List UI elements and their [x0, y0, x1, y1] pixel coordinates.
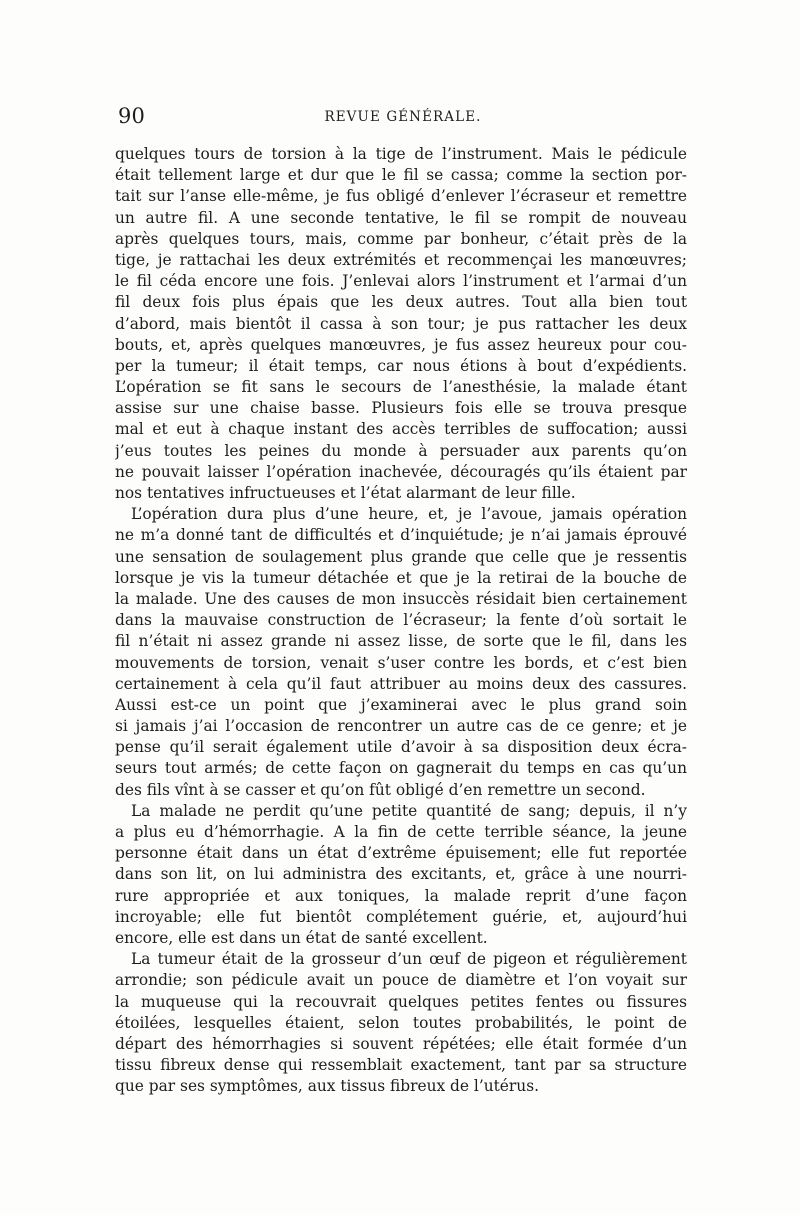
paragraph-last-line: que par ses symptômes, aux tissus fibreux de l’utérus. — [115, 1077, 539, 1096]
text-line: le fil céda encore une fois. J’enlevai alors l’instrument et l’armai d’un — [115, 272, 687, 291]
text-line: quelques tours de torsion à la tige de l’instrument. Mais le pédicule — [115, 145, 687, 163]
page-number: 90 — [118, 104, 146, 128]
text-line: si jamais j’ai l’occasion de rencontrer un autre cas de ce genre; et je — [115, 717, 687, 736]
text-line: était tellement large et dur que le fil se cassa; comme la section por- — [115, 166, 687, 185]
paragraph-first-line: L’opération dura plus d’une heure, et, je l’avoue, jamais opération — [131, 505, 687, 524]
text-line: dans la mauvaise construction de l’écraseur; la fente d’où sortait le — [115, 611, 687, 630]
text-line: bouts, et, après quelques manœuvres, je fus assez heureux pour cou- — [115, 335, 687, 354]
text-line: après quelques tours, mais, comme par bonheur, c’était près de la — [115, 229, 687, 248]
text-line: tige, je rattachai les deux extrémités et recommençai les manœuvres; — [115, 250, 687, 269]
text-line: rure appropriée et aux toniques, la malade reprit d’une façon — [115, 886, 687, 905]
text-line: incroyable; elle fut bientôt complétement guérie, et, aujourd’hui — [115, 907, 687, 926]
text-line: a plus eu d’hémorrhagie. A la fin de cette terrible séance, la jeune — [115, 823, 687, 841]
text-line: mal et eut à chaque instant des accès terribles de suffocation; aussi — [115, 420, 687, 439]
text-line: d’abord, mais bientôt il cassa à son tour; je pus rattacher les deux — [115, 314, 687, 333]
text-line: fil n’était ni assez grande ni assez lisse, de sorte que le fil, dans les — [115, 632, 687, 651]
paragraph-first-line: La tumeur était de la grosseur d’un œuf de pigeon et régulièrement — [131, 950, 687, 969]
text-line: un autre fil. A une seconde tentative, le fil se rompit de nouveau — [115, 208, 687, 227]
text-line: ne pouvait laisser l’opération inachevée, découragés qu’ils étaient par — [115, 462, 687, 481]
text-line: arrondie; son pédicule avait un pouce de diamètre et l’on voyait sur — [115, 971, 687, 990]
text-line: ne m’a donné tant de difficultés et d’inquiétude; je n’ai jamais éprouvé — [115, 526, 687, 545]
text-line: assise sur une chaise basse. Plusieurs fois elle se trouva presque — [115, 399, 687, 418]
text-line: Aussi est-ce un point que j’examinerai avec le plus grand soin — [115, 695, 687, 714]
paragraph-last-line: encore, elle est dans un état de santé excellent. — [115, 928, 488, 947]
text-line: lorsque je vis la tumeur détachée et que je la retirai de la bouche de — [115, 568, 687, 587]
text-line: per la tumeur; il était temps, car nous étions à bout d’expédients. — [115, 356, 687, 375]
paragraph-first-line: La malade ne perdit qu’une petite quantité de sang; depuis, il n’y — [131, 801, 687, 820]
body-text — [115, 144, 687, 1097]
text-line: une sensation de soulagement plus grande que celle que je ressentis — [115, 547, 687, 566]
text-line: tait sur l’anse elle-même, je fus obligé d’enlever l’écraseur et remettre — [115, 187, 687, 206]
text-line: L’opération se fit sans le secours de l’anesthésie, la malade étant — [115, 378, 687, 397]
text-line: mouvements de torsion, venait s’user contre les bords, et c’est bien — [115, 653, 687, 672]
text-line: tissu fibreux dense qui ressemblait exactement, tant par sa structure — [115, 1056, 687, 1075]
running-head: REVUE GÉNÉRALE. — [324, 109, 482, 125]
page-header — [118, 104, 688, 132]
text-line: dans son lit, on lui administra des excitants, et, grâce à une nourri- — [115, 865, 687, 884]
text-line: la malade. Une des causes de mon insuccès résidait bien certainement — [115, 589, 687, 608]
text-line: la muqueuse qui la recouvrait quelques petites fentes ou fissures — [115, 992, 687, 1011]
text-line: certainement à cela qu’il faut attribuer au moins deux des cassures. — [115, 674, 687, 693]
text-line: fil deux fois plus épais que les deux autres. Tout alla bien tout — [115, 293, 687, 312]
text-line: j’eus toutes les peines du monde à persuader aux parents qu’on — [115, 441, 687, 460]
text-line: étoilées, lesquelles étaient, selon toutes probabilités, le point de — [115, 1013, 687, 1032]
text-line: pense qu’il serait également utile d’avoir à sa disposition deux écra- — [115, 738, 687, 757]
paragraph-last-line: nos tentatives infructueuses et l’état alarmant de leur fille. — [115, 484, 576, 502]
text-line: personne était dans un état d’extrême épuisement; elle fut reportée — [115, 844, 687, 863]
text-line: départ des hémorrhagies si souvent répétées; elle était formée d’un — [115, 1034, 687, 1053]
paragraph-last-line: des fils vînt à se casser et qu’on fût obligé d’en remettre un second. — [115, 780, 646, 799]
text-line: seurs tout armés; de cette façon on gagnerait du temps en cas qu’un — [115, 759, 687, 778]
